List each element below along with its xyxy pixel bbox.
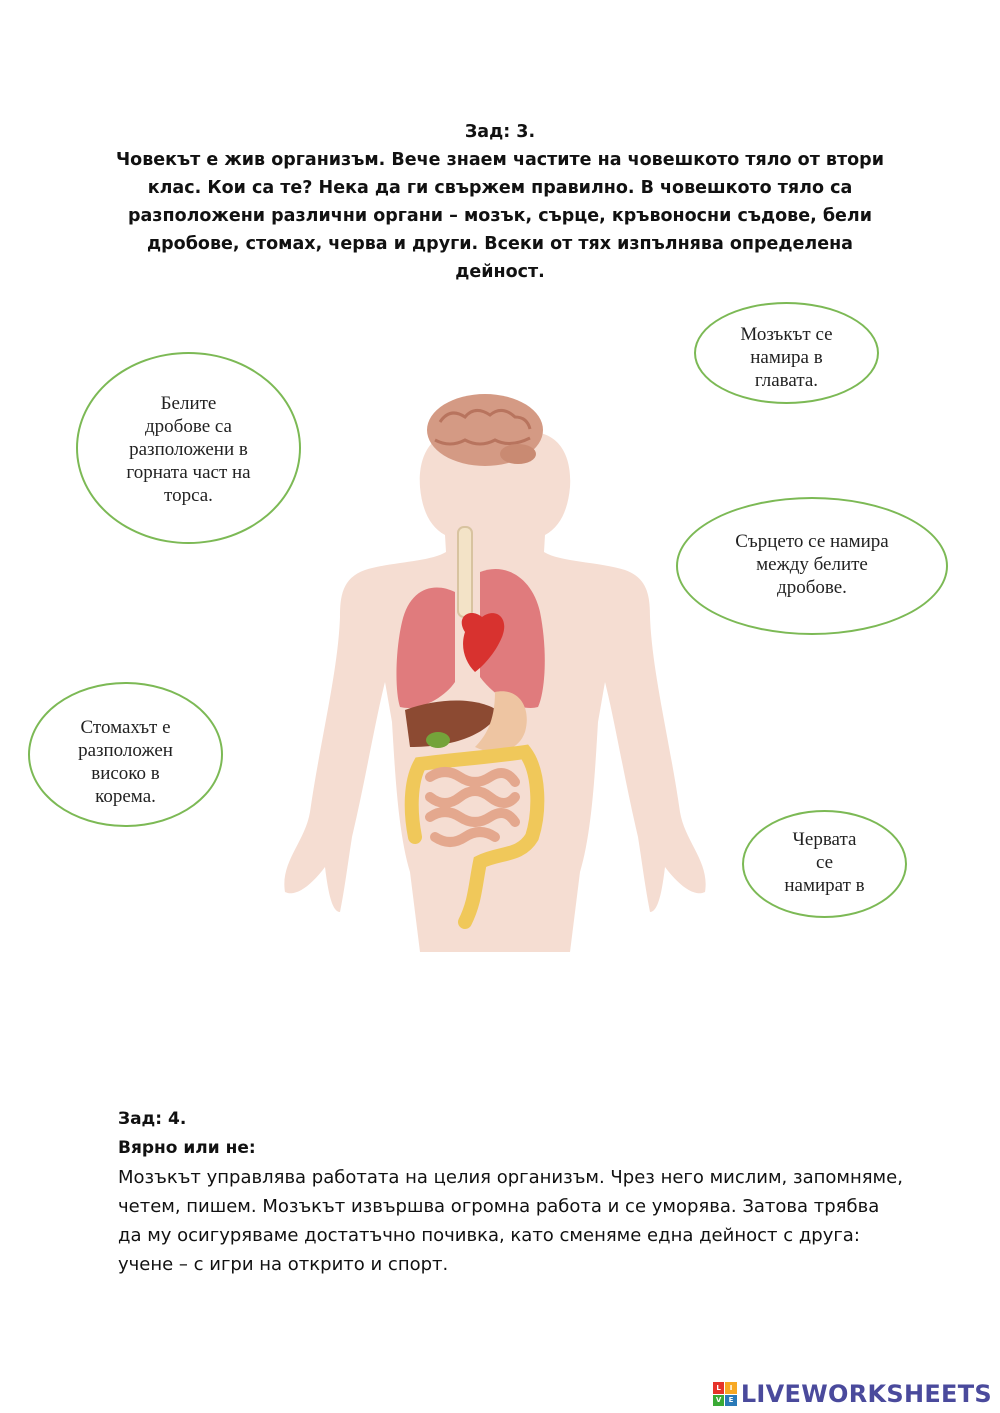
task4-section: [118, 1105, 908, 1279]
bubble-stomach: [28, 682, 223, 827]
bubble-stomach-text: Стомахът е разположен високо в корема.: [78, 717, 173, 807]
brain-organ: [427, 394, 543, 466]
liveworksheets-logo-icon: [713, 1382, 737, 1406]
logo-letter-i: I: [725, 1382, 737, 1394]
task3-section: [100, 118, 900, 286]
task4-subheading: Вярно или не:: [118, 1138, 256, 1158]
human-body-illustration: [270, 392, 710, 952]
task4-heading: Зад: 4.: [118, 1109, 187, 1129]
liveworksheets-brand[interactable]: [713, 1378, 992, 1410]
bubble-intestines: [742, 810, 907, 918]
bubble-intestines-text: Червата се намират в: [784, 829, 865, 896]
bubble-heart: [676, 497, 948, 635]
bubble-lungs-text: Белите дробове са разположени в горната част на торса.: [126, 393, 251, 506]
logo-letter-v: V: [713, 1395, 725, 1407]
logo-letter-l: L: [713, 1382, 725, 1394]
bubble-lungs: [76, 352, 301, 544]
gallbladder: [426, 732, 450, 748]
bubble-brain-text: Мозъкът се намира в главата.: [740, 324, 833, 391]
bubble-brain: [694, 302, 879, 404]
task3-heading: Зад: 3.: [464, 122, 536, 142]
liveworksheets-name: LIVEWORKSHEETS: [740, 1380, 992, 1408]
task4-text: Мозъкът управлява работата на целия организъм. Чрез него мислим, запомняме, четем, пишем. Мозъкът извършва огромна работа и се уморява. Затова трябва да му осигуряваме достатъчно почивка, като сменяме една дейност с друга: учене – с игри на открито и спорт.: [118, 1167, 903, 1275]
task3-text: Човекът е жив организъм. Вече знаем частите на човешкото тяло от втори клас. Кои са те? Нека да ги свържем правилно. В човешкото тяло са разположени различни органи – мозък, сърце, кръвоносни съдове, бели дробове, стомах, черва и други. Всеки от тях изпълнява определена дейност.: [116, 150, 884, 282]
logo-letter-e: E: [725, 1395, 737, 1407]
trachea: [458, 527, 472, 617]
bubble-heart-text: Сърцето се намира между белите дробове.: [735, 531, 889, 598]
